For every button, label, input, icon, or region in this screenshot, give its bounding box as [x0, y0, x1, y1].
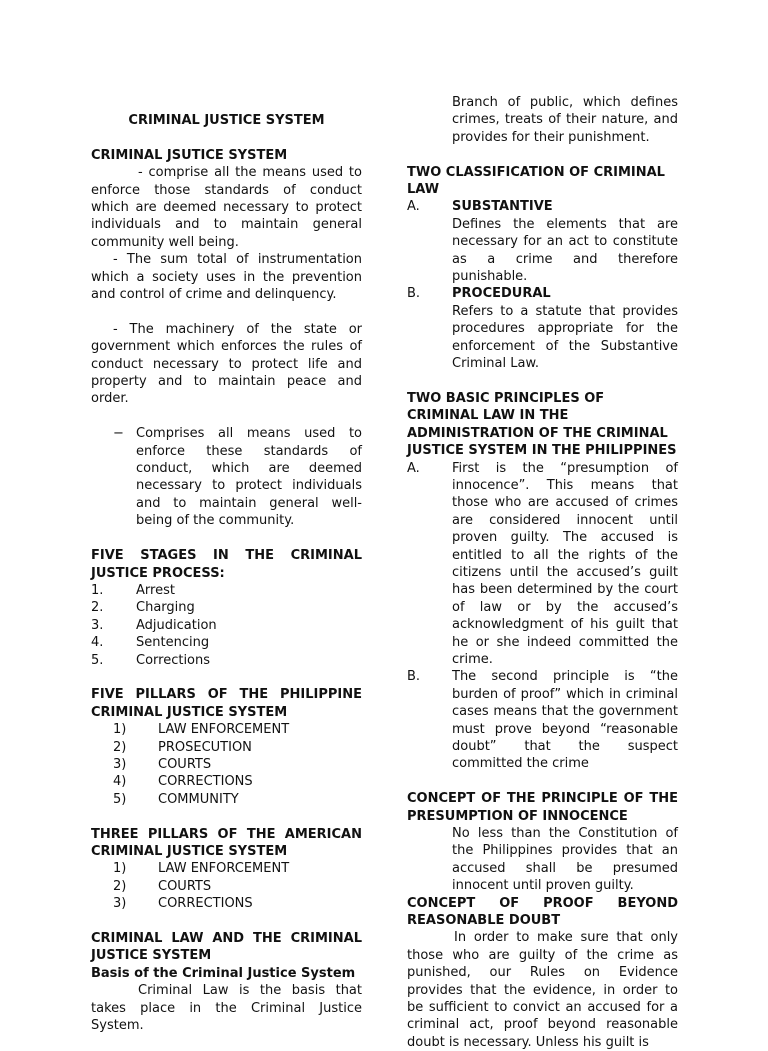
list-item: 5. Corrections — [91, 652, 211, 668]
doubt-heading: CONCEPT OF PROOF BEYOND REASONABLE DOUBT — [407, 895, 678, 929]
list-item: 2) PROSECUTION — [113, 739, 252, 755]
innocence-text: No less than the Constitution of the Philippines provides that an accused shall be presumed innocent until proven guilty. — [452, 826, 678, 894]
us-pillars-heading: THREE PILLARS OF THE AMERICAN CRIMINAL JUSTICE SYSTEM — [91, 826, 362, 859]
stages-heading: FIVE STAGES IN THE CRIMINAL JUSTICE PROCESS: — [91, 548, 362, 581]
basis-heading: Basis of the Criminal Justice System — [91, 965, 356, 981]
dash-marker: − — [113, 426, 124, 442]
class-a-title: SUBSTANTIVE — [452, 199, 553, 215]
list-item: 3. Adjudication — [91, 617, 217, 633]
classification-heading: TWO CLASSIFICATION OF CRIMINAL LAW — [407, 164, 665, 198]
cjs-definition-2: - The sum total of instrumentation which a society uses in the prevention and control of crime and delinquency. — [91, 252, 362, 303]
list-item: 1. Arrest — [91, 582, 175, 598]
right-column — [407, 94, 678, 1051]
criminal-law-heading: CRIMINAL LAW AND THE CRIMINAL JUSTICE SYSTEM — [91, 930, 362, 964]
list-item: 5) COMMUNITY — [113, 791, 239, 807]
list-item: 2) COURTS — [113, 878, 212, 894]
principle-b-text: The second principle is “the burden of proof” which in criminal cases means that the government must prove beyond “reasonable doubt” that the suspect committed the crime — [452, 669, 678, 772]
cjs-definition-4 — [91, 425, 362, 529]
class-b-title: PROCEDURAL — [452, 286, 551, 302]
cjs-heading: CRIMINAL JSUTICE SYSTEM — [91, 147, 288, 163]
list-item: 4. Sentencing — [91, 635, 210, 651]
cjs-definition-3: - The machinery of the state or government which enforces the rules of conduct necessary to protect life and property and to maintain peace and order. — [91, 321, 362, 407]
class-b-text: Refers to a statute that provides procedures appropriate for the enforcement of the Substantive Criminal Law. — [452, 303, 678, 372]
ph-pillars-heading: FIVE PILLARS OF THE PHILIPPINE CRIMINAL JUSTICE SYSTEM — [91, 687, 362, 720]
principle-a-text: First is the “presumption of innocence”. This means that those who are accused of crimes are considered innocent until proven guilty. The accused is entitled to all the rights of the citizens until the accused’s guilt has been determined by the court of law or by the accused’s acknowledgment of his guilt that he or she indeed committed the crime. — [452, 460, 678, 667]
principles-heading: TWO BASIC PRINCIPLES OF CRIMINAL LAW IN THE ADMINISTRATION OF THE CRIMINAL JUSTICE SYSTEM IN THE PHILIPPINES — [407, 390, 677, 459]
innocence-heading: CONCEPT OF THE PRINCIPLE OF THE PRESUMPTION OF INNOCENCE — [407, 791, 678, 824]
list-item: A. First is the “presumption of innocence”. This means that those who are accused of crimes are considered innocent until proven guilty. The accused is entitled to all the rights of the citizens until the accused’s guilt has been determined by the court of law or by the accused’s acknowledgment of his guilt that he or she indeed committed the crime. — [407, 460, 678, 667]
list-item: B. The second principle is “the burden of proof” which in criminal cases means that the government must prove beyond “reasonable doubt” that the suspect committed the crime — [407, 669, 678, 772]
cjs-definition-4-text: Comprises all means used to enforce these standards of conduct, which are deemed necessary to protect individuals and to maintain general well-being of the community. — [136, 426, 362, 529]
list-item: 2. Charging — [91, 600, 195, 616]
list-item: 3) CORRECTIONS — [113, 896, 253, 912]
list-item: 4) CORRECTIONS — [113, 774, 253, 790]
cjs-definition-1: - comprise all the means used to enforce those standards of conduct which are deemed necessary to protect individuals and to maintain general community well being. — [91, 165, 362, 250]
left-column — [91, 112, 362, 1034]
list-item: 1) LAW ENFORCEMENT — [113, 722, 290, 738]
basis-text: Criminal Law is the basis that takes place in the Criminal Justice System. — [91, 983, 362, 1034]
document-title: CRIMINAL JUSTICE SYSTEM — [128, 113, 325, 128]
class-a-text: Defines the elements that are necessary for an act to constitute as a crime and therefore punishable. — [452, 216, 678, 285]
doubt-text: In order to make sure that only those who are guilty of the crime as punished, our Rules on Evidence provides that the evidence, in order to be sufficient to convict an accused for a criminal act, proof beyond reasonable doubt is necessary. Unless his guilt is — [407, 930, 678, 1050]
list-item: A. SUBSTANTIVE — [407, 199, 553, 215]
list-item: 3) COURTS — [113, 756, 212, 772]
list-item: B. PROCEDURAL — [407, 286, 551, 302]
list-item: 1) LAW ENFORCEMENT — [113, 861, 290, 877]
continued-text: Branch of public, which defines crimes, treats of their nature, and provides for their punishment. — [452, 95, 678, 145]
